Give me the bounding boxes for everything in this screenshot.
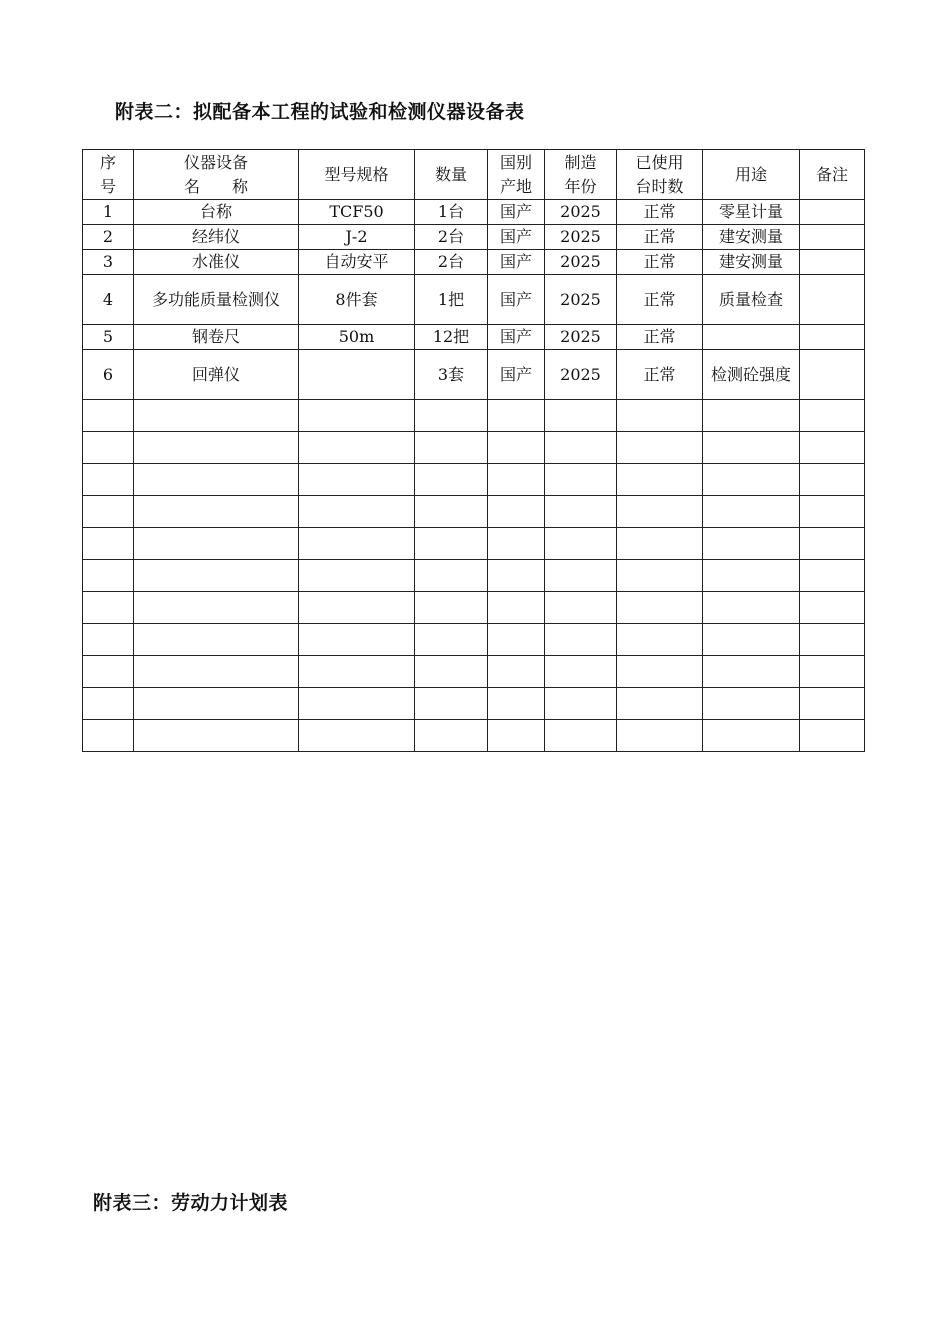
empty-cell — [617, 528, 703, 560]
cell-hours: 正常 — [617, 325, 703, 350]
empty-cell — [545, 432, 617, 464]
empty-cell — [703, 400, 800, 432]
cell-origin: 国产 — [488, 275, 545, 325]
empty-cell — [299, 560, 415, 592]
cell-quantity: 3套 — [415, 350, 488, 400]
empty-cell — [134, 624, 299, 656]
header-name: 仪器设备 名 称 — [134, 150, 299, 200]
cell-quantity: 1把 — [415, 275, 488, 325]
cell-origin: 国产 — [488, 325, 545, 350]
empty-row — [83, 528, 865, 560]
empty-cell — [545, 464, 617, 496]
cell-remark — [800, 275, 865, 325]
empty-cell — [703, 432, 800, 464]
header-seq: 序 号 — [83, 150, 134, 200]
table-row — [83, 275, 865, 325]
empty-cell — [617, 560, 703, 592]
empty-row — [83, 496, 865, 528]
table3-title: 附表三：劳动力计划表 — [93, 1192, 289, 1214]
empty-cell — [415, 592, 488, 624]
empty-cell — [83, 688, 134, 720]
empty-row — [83, 560, 865, 592]
empty-cell — [83, 528, 134, 560]
empty-cell — [545, 496, 617, 528]
empty-cell — [83, 560, 134, 592]
empty-cell — [83, 400, 134, 432]
cell-seq: 6 — [83, 350, 134, 400]
cell-seq: 2 — [83, 225, 134, 250]
table-row — [83, 225, 865, 250]
empty-cell — [800, 656, 865, 688]
cell-usage — [703, 325, 800, 350]
empty-cell — [800, 528, 865, 560]
empty-cell — [134, 464, 299, 496]
empty-cell — [83, 496, 134, 528]
cell-hours: 正常 — [617, 225, 703, 250]
cell-seq: 5 — [83, 325, 134, 350]
table-row — [83, 350, 865, 400]
table2-title: 附表二：拟配备本工程的试验和检测仪器设备表 — [115, 101, 525, 123]
cell-name: 回弹仪 — [134, 350, 299, 400]
empty-cell — [134, 656, 299, 688]
empty-cell — [415, 560, 488, 592]
empty-cell — [800, 400, 865, 432]
cell-quantity: 12把 — [415, 325, 488, 350]
cell-origin: 国产 — [488, 250, 545, 275]
empty-cell — [617, 592, 703, 624]
empty-cell — [617, 496, 703, 528]
empty-cell — [134, 688, 299, 720]
empty-cell — [415, 496, 488, 528]
header-row — [83, 150, 865, 200]
empty-cell — [488, 688, 545, 720]
cell-usage: 建安测量 — [703, 225, 800, 250]
empty-cell — [488, 432, 545, 464]
empty-cell — [703, 688, 800, 720]
empty-cell — [299, 720, 415, 752]
empty-cell — [703, 656, 800, 688]
empty-row — [83, 688, 865, 720]
empty-cell — [800, 688, 865, 720]
empty-cell — [617, 432, 703, 464]
cell-remark — [800, 200, 865, 225]
empty-row — [83, 432, 865, 464]
empty-cell — [488, 624, 545, 656]
empty-cell — [299, 464, 415, 496]
cell-remark — [800, 225, 865, 250]
header-usage: 用途 — [703, 150, 800, 200]
empty-cell — [488, 400, 545, 432]
empty-cell — [703, 496, 800, 528]
cell-model: 自动安平 — [299, 250, 415, 275]
empty-cell — [703, 464, 800, 496]
empty-cell — [134, 432, 299, 464]
empty-cell — [83, 656, 134, 688]
empty-cell — [134, 560, 299, 592]
empty-cell — [488, 496, 545, 528]
empty-cell — [415, 624, 488, 656]
empty-cell — [134, 720, 299, 752]
empty-cell — [488, 560, 545, 592]
empty-cell — [545, 624, 617, 656]
cell-name: 多功能质量检测仪 — [134, 275, 299, 325]
empty-cell — [299, 592, 415, 624]
empty-cell — [415, 464, 488, 496]
empty-cell — [617, 688, 703, 720]
cell-remark — [800, 325, 865, 350]
empty-cell — [415, 432, 488, 464]
cell-seq: 3 — [83, 250, 134, 275]
cell-name: 钢卷尺 — [134, 325, 299, 350]
empty-cell — [545, 656, 617, 688]
empty-cell — [134, 400, 299, 432]
table-row — [83, 200, 865, 225]
cell-remark — [800, 250, 865, 275]
cell-hours: 正常 — [617, 250, 703, 275]
empty-cell — [83, 464, 134, 496]
empty-cell — [703, 528, 800, 560]
empty-cell — [488, 656, 545, 688]
header-origin: 国别 产地 — [488, 150, 545, 200]
empty-cell — [488, 720, 545, 752]
empty-cell — [83, 624, 134, 656]
header-year: 制造 年份 — [545, 150, 617, 200]
cell-hours: 正常 — [617, 350, 703, 400]
empty-cell — [488, 592, 545, 624]
empty-cell — [415, 656, 488, 688]
cell-hours: 正常 — [617, 275, 703, 325]
empty-cell — [545, 528, 617, 560]
empty-cell — [488, 464, 545, 496]
empty-cell — [617, 720, 703, 752]
empty-cell — [545, 400, 617, 432]
empty-cell — [415, 688, 488, 720]
empty-cell — [415, 400, 488, 432]
empty-cell — [617, 464, 703, 496]
empty-cell — [299, 400, 415, 432]
empty-cell — [800, 720, 865, 752]
cell-model: J-2 — [299, 225, 415, 250]
empty-row — [83, 400, 865, 432]
empty-cell — [703, 592, 800, 624]
empty-cell — [703, 624, 800, 656]
cell-year: 2025 — [545, 275, 617, 325]
empty-cell — [299, 528, 415, 560]
header-remark: 备注 — [800, 150, 865, 200]
cell-usage: 检测砼强度 — [703, 350, 800, 400]
empty-cell — [415, 720, 488, 752]
empty-cell — [800, 496, 865, 528]
empty-cell — [703, 560, 800, 592]
empty-cell — [545, 688, 617, 720]
table-row — [83, 325, 865, 350]
empty-row — [83, 624, 865, 656]
empty-cell — [299, 656, 415, 688]
empty-cell — [83, 432, 134, 464]
empty-cell — [299, 624, 415, 656]
cell-usage: 建安测量 — [703, 250, 800, 275]
cell-year: 2025 — [545, 200, 617, 225]
cell-year: 2025 — [545, 350, 617, 400]
cell-seq: 4 — [83, 275, 134, 325]
empty-cell — [545, 560, 617, 592]
empty-cell — [134, 528, 299, 560]
cell-year: 2025 — [545, 225, 617, 250]
empty-cell — [415, 528, 488, 560]
cell-seq: 1 — [83, 200, 134, 225]
cell-year: 2025 — [545, 250, 617, 275]
table-row — [83, 250, 865, 275]
cell-model: TCF50 — [299, 200, 415, 225]
cell-origin: 国产 — [488, 225, 545, 250]
header-hours: 已使用 台时数 — [617, 150, 703, 200]
empty-row — [83, 656, 865, 688]
empty-cell — [545, 720, 617, 752]
empty-cell — [617, 624, 703, 656]
empty-cell — [545, 592, 617, 624]
cell-usage: 质量检查 — [703, 275, 800, 325]
empty-cell — [800, 560, 865, 592]
empty-cell — [299, 688, 415, 720]
cell-quantity: 1台 — [415, 200, 488, 225]
empty-cell — [134, 592, 299, 624]
header-model: 型号规格 — [299, 150, 415, 200]
empty-row — [83, 720, 865, 752]
cell-hours: 正常 — [617, 200, 703, 225]
empty-cell — [299, 432, 415, 464]
empty-cell — [617, 656, 703, 688]
empty-row — [83, 464, 865, 496]
cell-model: 8件套 — [299, 275, 415, 325]
empty-cell — [134, 496, 299, 528]
cell-name: 台称 — [134, 200, 299, 225]
cell-quantity: 2台 — [415, 225, 488, 250]
cell-quantity: 2台 — [415, 250, 488, 275]
empty-cell — [299, 496, 415, 528]
empty-cell — [617, 400, 703, 432]
empty-cell — [800, 624, 865, 656]
empty-cell — [83, 592, 134, 624]
cell-remark — [800, 350, 865, 400]
cell-year: 2025 — [545, 325, 617, 350]
empty-cell — [800, 464, 865, 496]
empty-cell — [800, 432, 865, 464]
equipment-table — [82, 149, 865, 752]
empty-cell — [703, 720, 800, 752]
cell-model: 50m — [299, 325, 415, 350]
cell-origin: 国产 — [488, 200, 545, 225]
empty-cell — [83, 720, 134, 752]
cell-usage: 零星计量 — [703, 200, 800, 225]
cell-name: 经纬仪 — [134, 225, 299, 250]
empty-cell — [488, 528, 545, 560]
empty-cell — [800, 592, 865, 624]
cell-model — [299, 350, 415, 400]
header-quantity: 数量 — [415, 150, 488, 200]
cell-name: 水准仪 — [134, 250, 299, 275]
empty-row — [83, 592, 865, 624]
cell-origin: 国产 — [488, 350, 545, 400]
